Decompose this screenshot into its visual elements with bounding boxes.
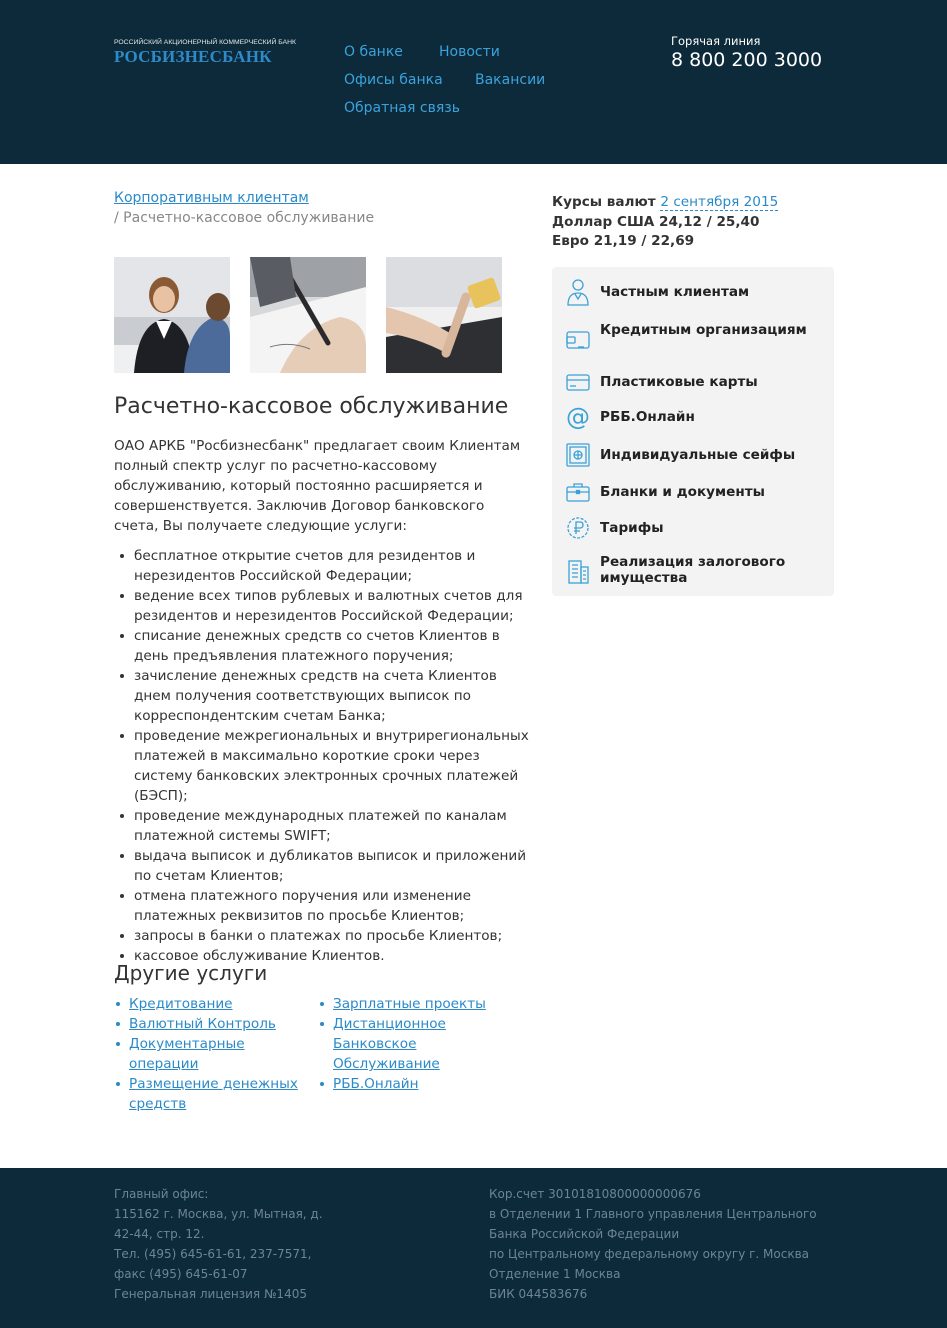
page-title: Расчетно-кассовое обслуживание [114,394,509,419]
footer-bank-details [489,1184,839,1304]
briefcase-icon [566,478,590,506]
other-services-right [318,994,488,1094]
photo-office-meeting [114,257,230,373]
breadcrumb-parent-link[interactable]: Корпоративным клиентам [114,190,309,206]
footer-office-label: Главный офис: [114,1187,209,1201]
bank-logo[interactable] [114,39,308,65]
other-services-left [114,994,304,1114]
footer-cbr-branch: в Отделении 1 Главного управления Центрального Банка Российской Федерации [489,1207,817,1241]
services-list [114,546,530,966]
at-icon [566,403,590,431]
sidebar-item-label: Бланки и документы [600,484,765,500]
nav-offices[interactable]: Офисы банка [344,72,443,88]
other-service-link[interactable]: Дистанционное Банковское Обслуживание [333,1016,446,1072]
other-service-item [318,1014,448,1074]
site-header [0,0,947,164]
list-item: зачисление денежных средств на счета Клиентов днем получения соответствующих выписок по корреспондентским счетам Банка; [114,666,530,726]
svg-text:@: @ [566,403,590,431]
hotline-label: Горячая линия [671,34,761,48]
sidebar-item-label: Индивидуальные сейфы [600,447,796,463]
other-service-link[interactable]: РББ.Онлайн [333,1076,419,1092]
list-item: проведение межрегиональных и внутрирегиональных платежей в максимально короткие сроки через систему банковских электронных срочных платежей (БЭСП); [114,726,530,806]
list-item: кассовое обслуживание Клиентов. [114,946,530,966]
sidebar-item-private-clients[interactable] [552,278,834,306]
rates-label: Курсы валют [552,194,656,210]
sidebar-item-label: Тарифы [600,520,664,536]
footer-bik: БИК 044583676 [489,1287,588,1301]
hotline-phone[interactable]: 8 800 200 3000 [671,49,823,71]
other-service-link[interactable]: Кредитование [129,996,233,1012]
footer-license: Генеральная лицензия №1405 [114,1287,307,1301]
logo-subtitle: РОССИЙСКИЙ АКЦИОНЕРНЫЙ КОММЕРЧЕСКИЙ БАНК [114,39,297,46]
sidebar-item-label: Реализация залогового имущества [600,554,786,586]
other-service-item [114,994,304,1014]
sidebar-item-label: Кредитным организациям [600,322,807,338]
sidebar-item-collateral-property[interactable] [552,554,834,588]
other-service-link[interactable]: Размещение денежных средств [129,1076,298,1112]
other-service-link[interactable]: Валютный Контроль [129,1016,276,1032]
intro-paragraph: ОАО АРКБ "Росбизнесбанк" предлагает своим Клиентам полный спектр услуг по расчетно-кассовому обслуживанию, который постоянно расширяется и совершенствуется. Заключив Договор банковского счета, Вы получаете следующие услуги: [114,438,521,534]
card-icon [566,368,590,396]
list-item: списание денежных средств со счетов Клиентов в день предъявления платежного поручения; [114,626,530,666]
list-item: ведение всех типов рублевых и валютных счетов для резидентов и нерезидентов Российской Федерации; [114,586,530,626]
photo-card-payment [386,257,502,373]
sidebar-menu [552,267,834,596]
sidebar-item-plastic-cards[interactable] [552,368,834,396]
sidebar-item-label: Пластиковые карты [600,374,758,390]
other-service-item [114,1074,304,1114]
breadcrumb-current: / Расчетно-кассовое обслуживание [114,210,375,226]
sidebar-item-forms-documents[interactable] [552,478,834,506]
exchange-rates [552,193,778,252]
sidebar-item-label: РББ.Онлайн [600,409,695,425]
footer-department: Отделение 1 Москва [489,1267,621,1281]
wallet-icon [566,326,590,354]
other-service-item [318,1074,488,1094]
other-service-item [318,994,488,1014]
footer-district: по Центральному федеральному округу г. Москва [489,1247,810,1261]
other-service-item [114,1014,304,1034]
list-item: запросы в банки о платежах по просьбе Клиентов; [114,926,530,946]
list-item: бесплатное открытие счетов для резидентов и нерезидентов Российской Федерации; [114,546,530,586]
nav-news[interactable]: Новости [439,44,500,60]
footer-phones: Тел. (495) 645-61-61, 237-7571, факс (495) 645-61-07 [114,1247,312,1281]
other-service-item [114,1034,304,1074]
nav-about[interactable]: О банке [344,44,403,60]
sidebar-item-safes[interactable] [552,441,834,469]
eur-rate: Евро 21,19 / 22,69 [552,233,695,249]
other-service-link[interactable]: Документарные операции [129,1036,245,1072]
nav-vacancies[interactable]: Вакансии [475,72,546,88]
list-item: отмена платежного поручения или изменение платежных реквизитов по просьбе Клиентов; [114,886,530,926]
footer-address: 115162 г. Москва, ул. Мытная, д. 42-44, стр. 12. [114,1207,323,1241]
other-service-link[interactable]: Зарплатные проекты [333,996,486,1012]
footer-corr-account: Кор.счет 30101810800000000676 [489,1187,701,1201]
logo-name: РОСБИЗНЕСБАНК [114,47,272,66]
sidebar-item-label: Частным клиентам [600,284,750,300]
other-services-title: Другие услуги [114,961,268,985]
sidebar-item-credit-orgs[interactable] [552,322,834,356]
sidebar-item-tariffs[interactable] [552,514,834,542]
ruble-coin-icon [566,514,590,542]
photo-signing-document [250,257,366,373]
list-item: выдача выписок и дубликатов выписок и приложений по счетам Клиентов; [114,846,530,886]
list-item: проведение международных платежей по каналам платежной системы SWIFT; [114,806,530,846]
person-icon [566,278,590,306]
safe-icon [566,441,590,469]
footer-head-office [114,1184,334,1304]
usd-rate: Доллар США 24,12 / 25,40 [552,213,760,230]
sidebar-item-rbb-online[interactable] [552,403,834,431]
nav-feedback[interactable]: Обратная связь [344,100,460,116]
building-icon [566,557,590,585]
rates-date-picker[interactable]: 2 сентября 2015 [660,194,779,210]
